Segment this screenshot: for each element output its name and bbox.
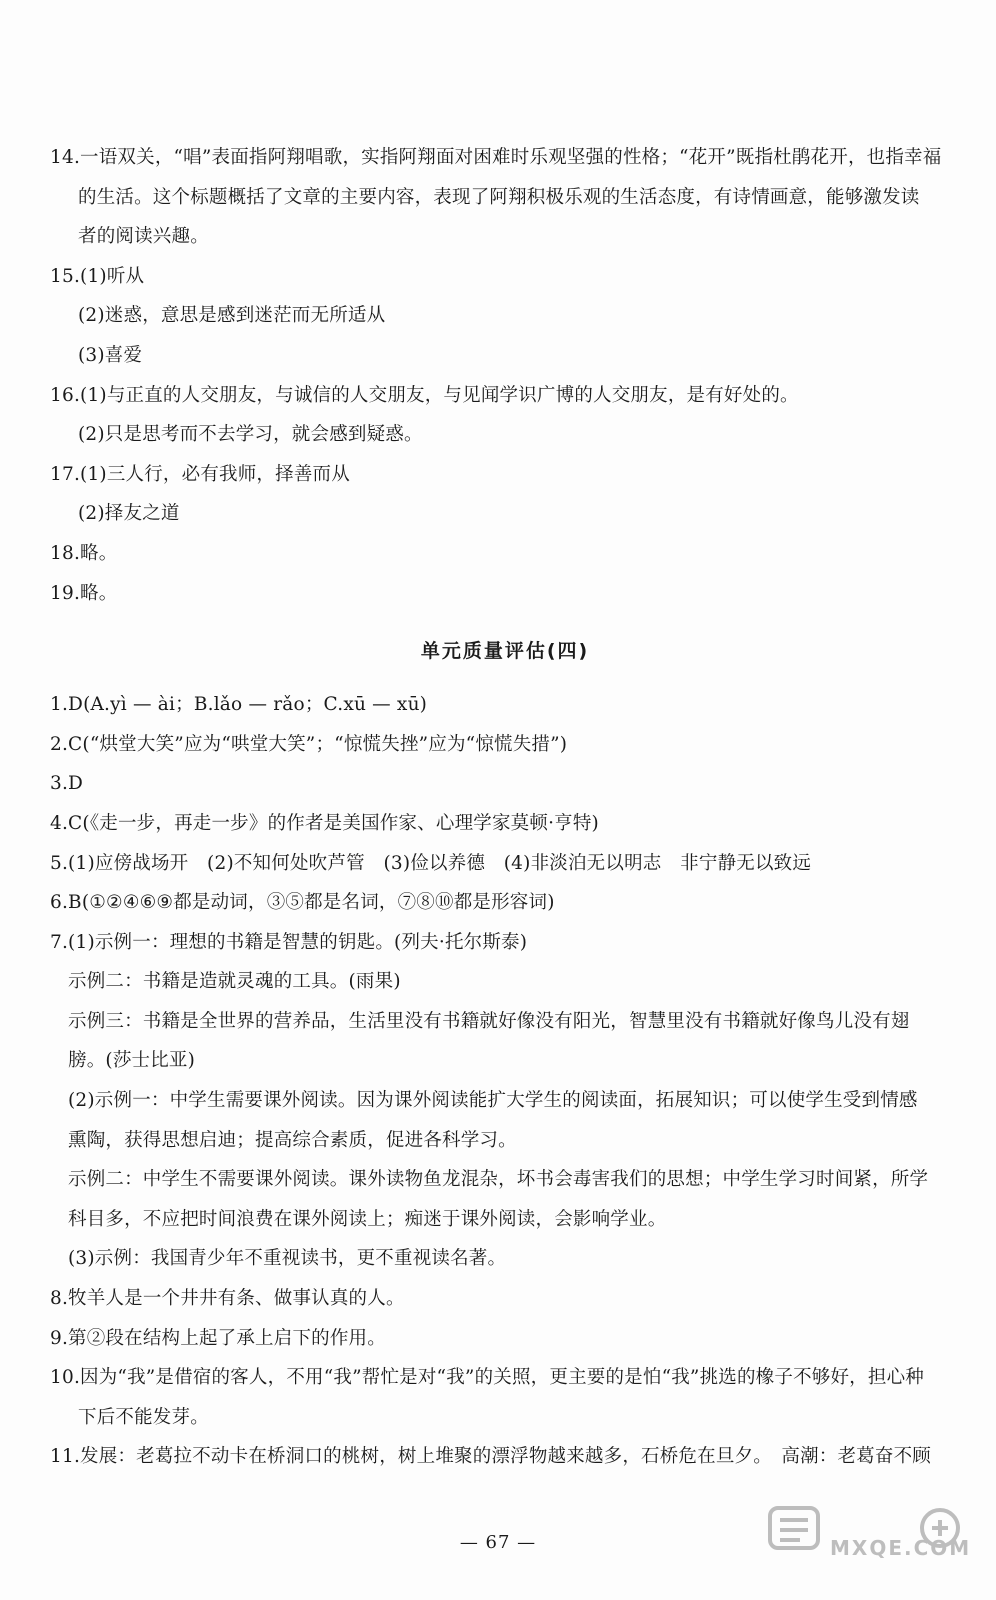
answer-line: 15.(1)听从 bbox=[50, 265, 145, 287]
answer-line: 9.第②段在结构上起了承上启下的作用。 bbox=[50, 1327, 386, 1349]
page-number: — 67 — bbox=[459, 1532, 537, 1553]
answer-line: 示例二：中学生不需要课外阅读。课外读物鱼龙混杂，坏书会毒害我们的思想；中学生学习时间紧，所学 bbox=[68, 1169, 929, 1191]
answer-line: 1.D(A.yì — ài；B.lǎo — rǎo；C.xū — xū) bbox=[50, 694, 428, 716]
answer-line: 19.略。 bbox=[50, 582, 118, 604]
answer-line: 16.(1)与正直的人交朋友，与诚信的人交朋友，与见闻学识广博的人交朋友，是有好处的。 bbox=[50, 384, 799, 406]
section-title: 单元质量评估(四) bbox=[420, 640, 590, 663]
answers-block-bottom bbox=[50, 685, 960, 1477]
answer-line: 熏陶，获得思想启迪；提高综合素质，促进各科学习。 bbox=[68, 1129, 517, 1151]
answer-line: (2)示例一：中学生需要课外阅读。因为课外阅读能扩大学生的阅读面，拓展知识；可以使学生受到情感 bbox=[68, 1090, 918, 1112]
answer-line: (2)只是思考而不去学习，就会感到疑惑。 bbox=[78, 424, 423, 446]
answer-line: 示例三：书籍是全世界的营养品，生活里没有书籍就好像没有阳光，智慧里没有书籍就好像鸟儿没有翅 bbox=[68, 1010, 910, 1032]
answer-line: 11.发展：老葛拉不动卡在桥洞口的桃树，树上堆聚的漂浮物越来越多，石桥危在旦夕。 高潮：老葛奋不顾 bbox=[50, 1446, 931, 1468]
answer-line: 4.C(《走一步，再走一步》的作者是美国作家、心理学家莫顿·亨特) bbox=[50, 812, 599, 834]
answer-line: 17.(1)三人行，必有我师，择善而从 bbox=[50, 463, 350, 485]
answer-line: 14.一语双关，“唱”表面指阿翔唱歌，实指阿翔面对困难时乐观坚强的性格；“花开”既指杜鹃花开，也指幸福 bbox=[50, 147, 942, 168]
watermark-text: MXQE.COM bbox=[830, 1536, 972, 1560]
answer-line: 示例二：书籍是造就灵魂的工具。(雨果) bbox=[68, 971, 401, 993]
answers-block-top bbox=[50, 138, 960, 613]
answer-line: (3)喜爱 bbox=[78, 344, 143, 366]
answer-line: (3)示例：我国青少年不重视读书，更不重视读名著。 bbox=[68, 1248, 507, 1270]
answer-line: 的生活。这个标题概括了文章的主要内容，表现了阿翔积极乐观的生活态度，有诗情画意，能够激发读 bbox=[78, 186, 920, 208]
page-content bbox=[50, 138, 960, 1477]
answer-line: 膀。(莎士比亚) bbox=[68, 1050, 196, 1072]
answer-line: 6.B(①②④⑥⑨都是动词，③⑤都是名词，⑦⑧⑩都是形容词) bbox=[50, 892, 555, 914]
answer-line: 10.因为“我”是借宿的客人，不用“我”帮忙是对“我”的关照，更主要的是怕“我”挑选的橡子不够好，担心种 bbox=[50, 1367, 924, 1389]
answer-line: 18.略。 bbox=[50, 542, 118, 564]
answer-line: (2)迷惑，意思是感到迷茫而无所适从 bbox=[78, 305, 386, 327]
answer-line: 2.C(“烘堂大笑”应为“哄堂大笑”；“惊慌失挫”应为“惊慌失措”) bbox=[50, 733, 568, 755]
answer-line: 8.牧羊人是一个井井有条、做事认真的人。 bbox=[50, 1288, 405, 1310]
answer-line: 者的阅读兴趣。 bbox=[78, 226, 209, 248]
answer-line: 3.D bbox=[50, 773, 84, 795]
answer-line: 下后不能发芽。 bbox=[78, 1406, 209, 1428]
watermark-logo bbox=[768, 1504, 978, 1570]
answer-line: (2)择友之道 bbox=[78, 503, 180, 525]
answer-line: 科目多，不应把时间浪费在课外阅读上；痴迷于课外阅读，会影响学业。 bbox=[68, 1208, 667, 1230]
answer-line: 7.(1)示例一：理想的书籍是智慧的钥匙。(列夫·托尔斯泰) bbox=[50, 931, 528, 953]
answer-line: 5.(1)应傍战场开 (2)不知何处吹芦管 (3)俭以养德 (4)非淡泊无以明志 非宁静无以致远 bbox=[50, 852, 812, 874]
